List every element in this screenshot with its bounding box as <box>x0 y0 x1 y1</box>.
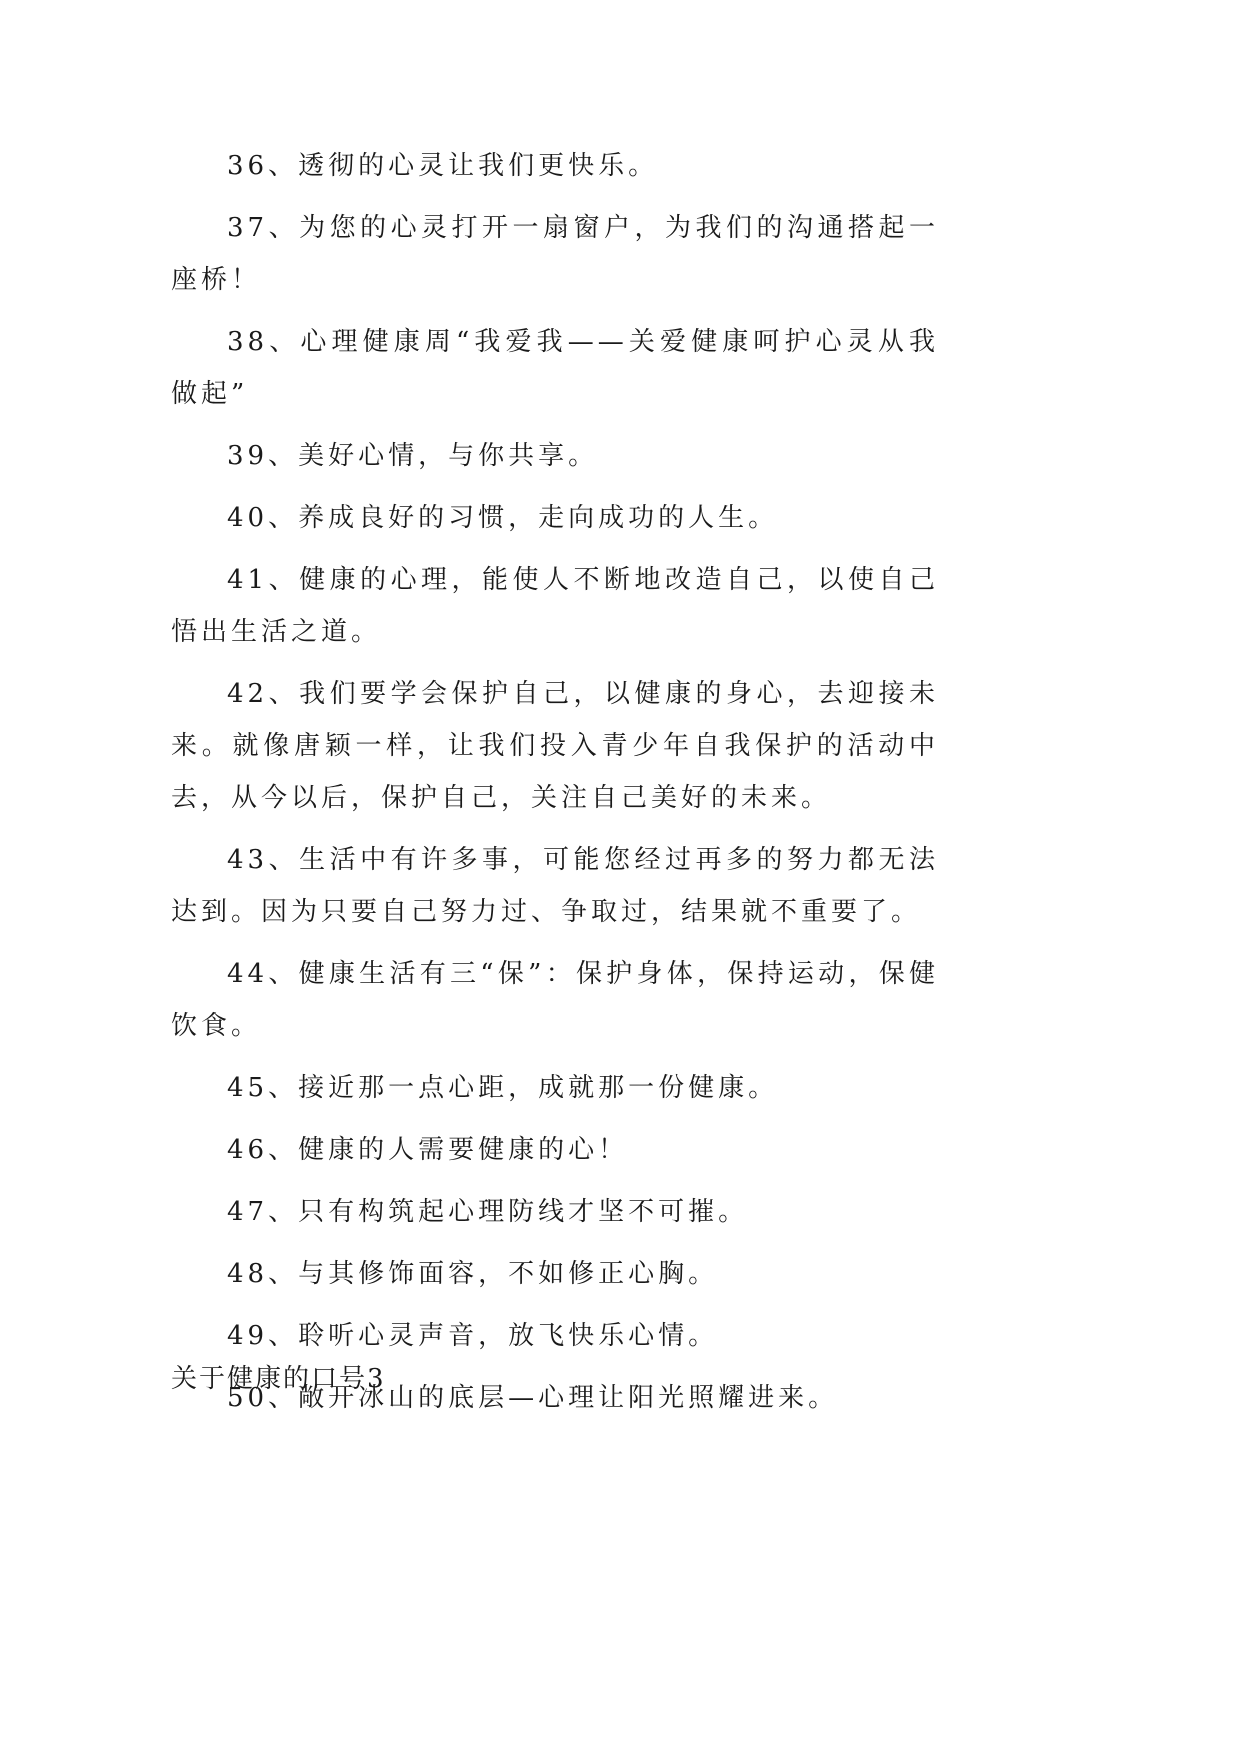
slogan-item: 45、接近那一点心距，成就那一份健康。 <box>227 1073 779 1103</box>
slogan-item: 49、聆听心灵声音，放飞快乐心情。 <box>227 1321 719 1351</box>
slogan-item: 40、养成良好的习惯，走向成功的人生。 <box>227 503 779 533</box>
slogan-item: 46、健康的人需要健康的心！ <box>227 1135 629 1165</box>
slogan-item: 41、健康的心理，能使人不断地改造自己，以使自己悟出生活之道。 <box>171 565 939 647</box>
slogan-item: 47、只有构筑起心理防线才坚不可摧。 <box>227 1197 749 1227</box>
slogan-item: 43、生活中有许多事，可能您经过再多的努力都无法达到。因为只要自己努力过、争取过，结果就不重要了。 <box>171 845 939 927</box>
slogan-item: 36、透彻的心灵让我们更快乐。 <box>227 151 659 181</box>
slogan-item: 38、心理健康周“我爱我——关爱健康呵护心灵从我做起” <box>171 327 939 409</box>
slogan-item: 50、敞开冰山的底层—心理让阳光照耀进来。 <box>227 1383 839 1413</box>
slogan-item: 48、与其修饰面容，不如修正心胸。 <box>227 1259 719 1289</box>
slogan-item: 39、美好心情，与你共享。 <box>227 441 599 471</box>
slogan-item: 42、我们要学会保护自己，以健康的身心，去迎接未来。就像唐颖一样，让我们投入青少年自我保护的活动中去，从今以后，保护自己，关注自己美好的未来。 <box>171 679 939 813</box>
section-heading: 关于健康的口号3 <box>171 1364 386 1394</box>
slogan-list <box>171 140 939 1434</box>
slogan-item: 44、健康生活有三“保”：保护身体，保持运动，保健饮食。 <box>171 959 939 1041</box>
slogan-item: 37、为您的心灵打开一扇窗户，为我们的沟通搭起一座桥！ <box>171 213 939 295</box>
